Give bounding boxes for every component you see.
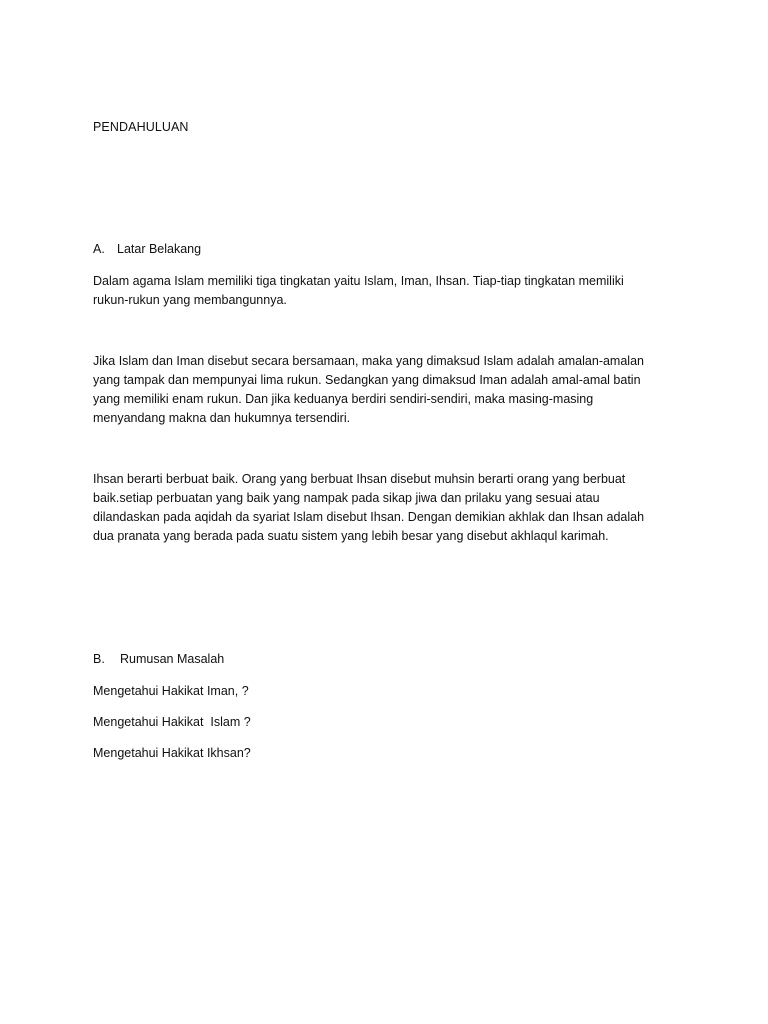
paragraph-tingkatan — [93, 272, 673, 310]
paragraph-line: baik.setiap perbuatan yang baik yang nampak pada sikap jiwa dan prilaku yang sesuai atau — [93, 491, 600, 505]
paragraph-line: yang tampak dan mempunyai lima rukun. Sedangkan yang dimaksud Iman adalah amal-amal batin — [93, 373, 641, 387]
paragraph-line: dilandaskan pada aqidah da syariat Islam disebut Ihsan. Dengan demikian akhlak dan Ihsan adalah — [93, 510, 645, 524]
section-marker: A. — [93, 242, 105, 256]
paragraph-line: dua pranata yang berada pada suatu sistem yang lebih besar yang disebut akhlaqul karimah. — [93, 529, 609, 543]
section-heading-latar-belakang — [93, 242, 201, 257]
problem-item-iman: Mengetahui Hakikat Iman, ? — [93, 684, 249, 698]
problem-item-ikhsan: Mengetahui Hakikat Ikhsan? — [93, 746, 251, 760]
paragraph-line: yang memiliki enam rukun. Dan jika keduanya berdiri sendiri-sendiri, maka masing-masing — [93, 392, 594, 406]
paragraph-line: Jika Islam dan Iman disebut secara bersamaan, maka yang dimaksud Islam adalah amalan-amalan — [93, 354, 644, 368]
section-marker: B. — [93, 652, 105, 666]
problem-item-islam: Mengetahui Hakikat Islam ? — [93, 715, 251, 729]
document-title: PENDAHULUAN — [93, 120, 189, 134]
paragraph-line: rukun-rukun yang membangunnya. — [93, 293, 287, 307]
paragraph-ihsan — [93, 470, 673, 546]
paragraph-islam-iman — [93, 352, 673, 428]
paragraph-line: menyandang makna dan hukumnya tersendiri. — [93, 411, 351, 425]
section-title: Rumusan Masalah — [120, 652, 225, 666]
section-heading-rumusan-masalah — [93, 652, 224, 667]
paragraph-line: Dalam agama Islam memiliki tiga tingkatan yaitu Islam, Iman, Ihsan. Tiap-tiap tingkatan memiliki — [93, 274, 624, 288]
section-title: Latar Belakang — [117, 242, 202, 256]
paragraph-line: Ihsan berarti berbuat baik. Orang yang berbuat Ihsan disebut muhsin berarti orang yang berbuat — [93, 472, 626, 486]
